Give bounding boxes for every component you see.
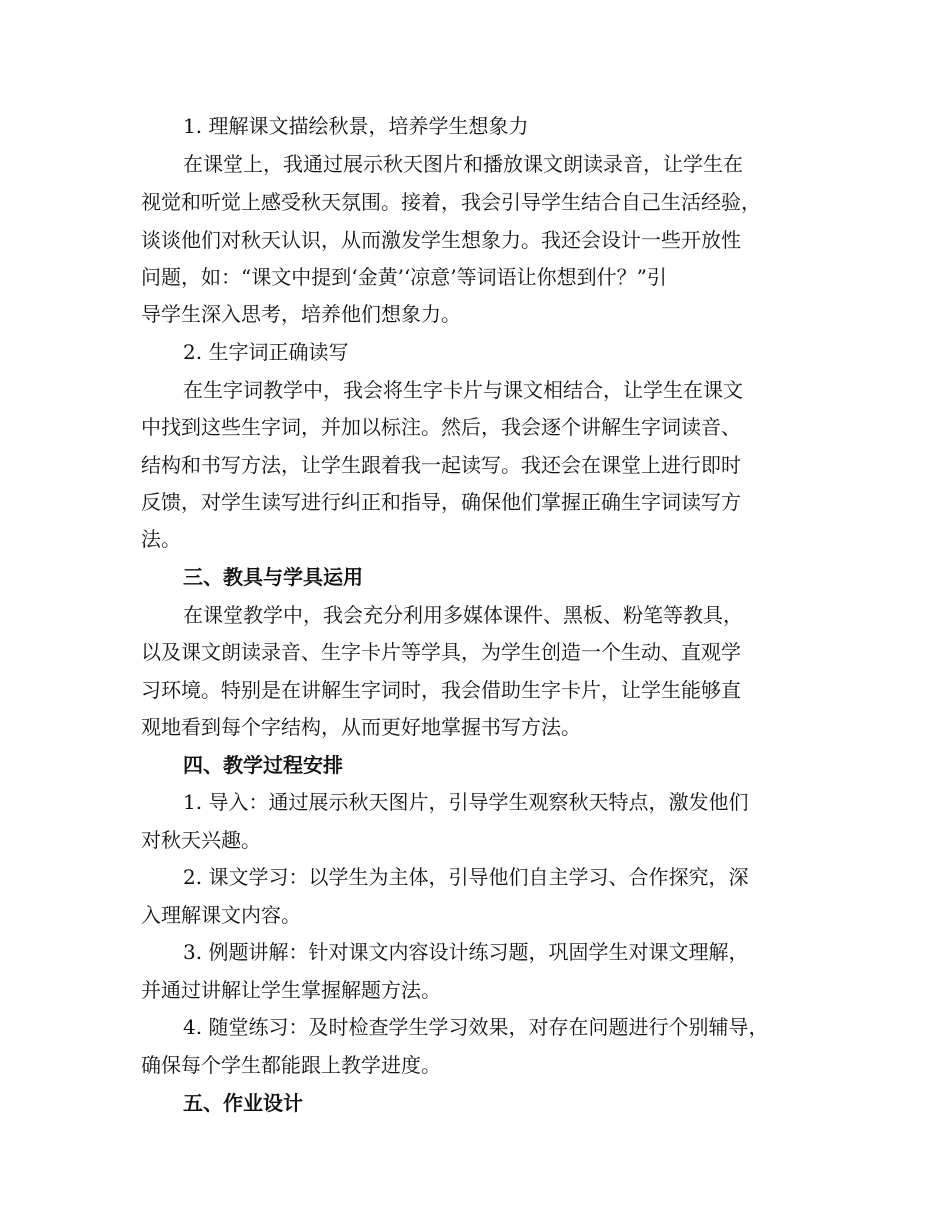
item-title-vocabulary: 2. 生字词正确读写 <box>183 340 349 364</box>
section-heading-process: 四、教学过程安排 <box>183 753 343 777</box>
paragraph-line: 在课堂上，我通过展示秋天图片和播放课文朗读录音，让学生在 <box>183 152 743 176</box>
list-item-line: 确保每个学生都能跟上教学进度。 <box>141 1053 441 1077</box>
paragraph-line: 在生字词教学中，我会将生字卡片与课文相结合，让学生在课文 <box>183 378 743 402</box>
item-title-imagination: 1. 理解课文描绘秋景，培养学生想象力 <box>183 114 529 138</box>
paragraph-line: 习环境。特别是在讲解生字词时，我会借助生字卡片，让学生能够直 <box>141 678 741 702</box>
list-item-line: 4. 随堂练习：及时检查学生学习效果，对存在问题进行个别辅导， <box>183 1015 769 1039</box>
list-item-line: 入理解课文内容。 <box>141 903 301 927</box>
paragraph-line: 视觉和听觉上感受秋天氛围。接着，我会引导学生结合自己生活经验， <box>141 190 761 214</box>
paragraph-line: 反馈，对学生读写进行纠正和指导，确保他们掌握正确生字词读写方 <box>141 490 741 514</box>
paragraph-line: 法。 <box>141 527 181 551</box>
paragraph-line: 结构和书写方法，让学生跟着我一起读写。我还会在课堂上进行即时 <box>141 453 741 477</box>
list-item-line: 并通过讲解让学生掌握解题方法。 <box>141 978 441 1002</box>
paragraph-line: 在课堂教学中，我会充分利用多媒体课件、黑板、粉笔等教具， <box>183 603 743 627</box>
paragraph-line: 谈谈他们对秋天认识，从而激发学生想象力。我还会设计一些开放性 <box>141 228 741 252</box>
list-item-line: 2. 课文学习：以学生为主体，引导他们自主学习、合作探究，深 <box>183 865 749 889</box>
section-heading-teaching-aids: 三、教具与学具运用 <box>183 565 363 589</box>
paragraph-line: 以及课文朗读录音、生字卡片等学具，为学生创造一个生动、直观学 <box>141 640 741 664</box>
paragraph-line: 问题，如：“课文中提到‘金黄’‘凉意’等词语让你想到什？”引 <box>141 265 667 289</box>
list-item-line: 对秋天兴趣。 <box>141 828 261 852</box>
paragraph-line: 导学生深入思考，培养他们想象力。 <box>141 302 461 326</box>
list-item-line: 3. 例题讲解：针对课文内容设计练习题，巩固学生对课文理解， <box>183 940 749 964</box>
paragraph-line: 中找到这些生字词，并加以标注。然后，我会逐个讲解生字词读音、 <box>141 415 741 439</box>
paragraph-line: 观地看到每个字结构，从而更好地掌握书写方法。 <box>141 715 581 739</box>
section-heading-homework: 五、作业设计 <box>183 1091 303 1115</box>
list-item-line: 1. 导入：通过展示秋天图片，引导学生观察秋天特点，激发他们 <box>183 790 749 814</box>
